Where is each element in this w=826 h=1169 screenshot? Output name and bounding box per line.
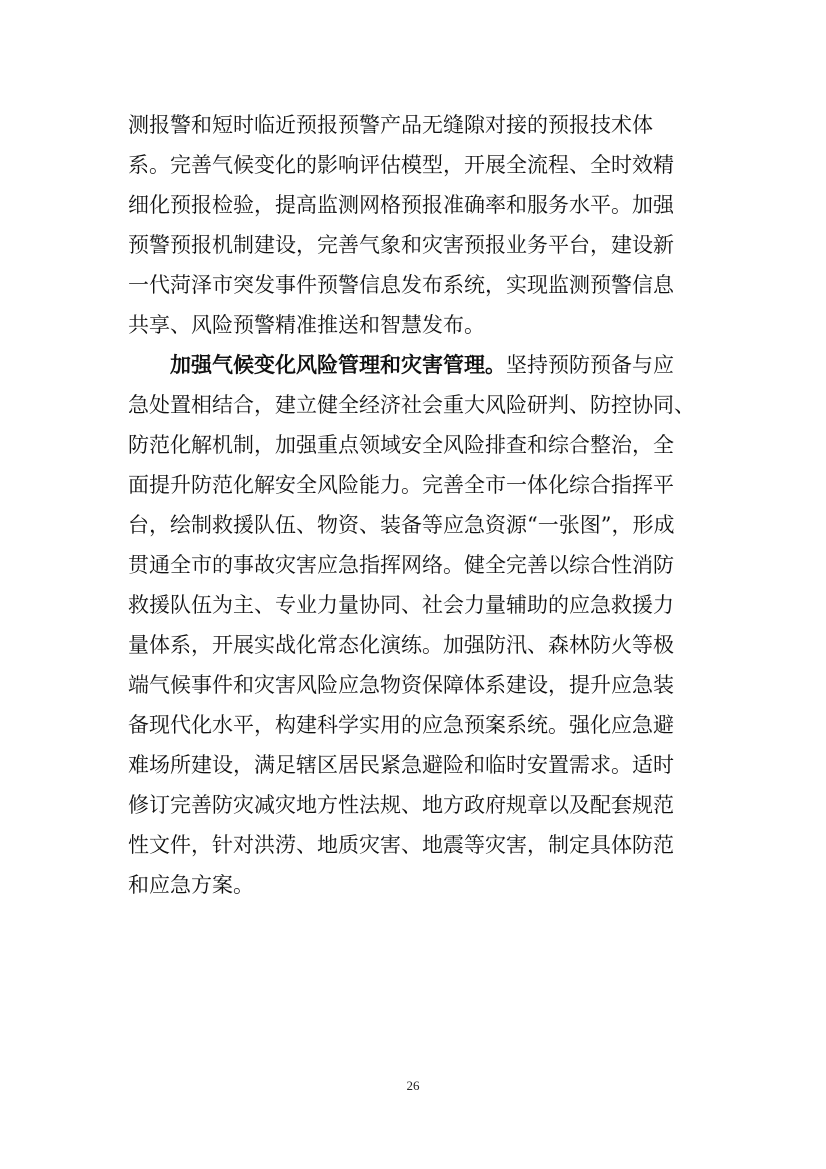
paragraph-line: 贯通全市的事故灾害应急指挥网络。健全完善以综合性消防 <box>128 553 674 577</box>
paragraph-line: 量体系，开展实战化常态化演练。加强防汛、森林防火等极 <box>128 633 674 657</box>
section-heading: 加强气候变化风险管理和灾害管理。 <box>170 353 506 377</box>
paragraph-line: 和应急方案。 <box>128 873 254 897</box>
paragraph-first-line <box>170 345 703 385</box>
paragraph-line: 共享、风险预警精准推送和智慧发布。 <box>128 313 485 337</box>
paragraph-line: 系。完善气候变化的影响评估模型，开展全流程、全时效精 <box>128 153 674 177</box>
paragraph-line: 修订完善防灾减灾地方性法规、地方政府规章以及配套规范 <box>128 793 674 817</box>
paragraph-line: 细化预报检验，提高监测网格预报准确率和服务水平。加强 <box>128 193 674 217</box>
paragraph-line: 一代菏泽市突发事件预警信息发布系统，实现监测预警信息 <box>128 273 674 297</box>
paragraph-line: 预警预报机制建设，完善气象和灾害预报业务平台，建设新 <box>128 233 674 257</box>
paragraph-line: 防范化解机制，加强重点领域安全风险排查和综合整治，全 <box>128 433 674 457</box>
page-number: 26 <box>406 1078 420 1093</box>
paragraph-line: 台，绘制救援队伍、物资、装备等应急资源“一张图”，形成 <box>128 513 675 537</box>
paragraph-line: 救援队伍为主、专业力量协同、社会力量辅助的应急救援力 <box>128 593 674 617</box>
paragraph-line: 端气候事件和灾害风险应急物资保障体系建设，提升应急装 <box>128 673 674 697</box>
paragraph-line: 测报警和短时临近预报预警产品无缝隙对接的预报技术体 <box>128 113 653 137</box>
paragraph-line: 性文件，针对洪涝、地质灾害、地震等灾害，制定具体防范 <box>128 833 674 857</box>
paragraph-line: 面提升防范化解安全风险能力。完善全市一体化综合指挥平 <box>128 473 674 497</box>
paragraph-line: 难场所建设，满足辖区居民紧急避险和临时安置需求。适时 <box>128 753 674 777</box>
paragraph-line: 备现代化水平，构建科学实用的应急预案系统。强化应急避 <box>128 713 674 737</box>
paragraph-text: 坚持预防预备与应 <box>506 353 674 377</box>
paragraph-line: 急处置相结合，建立健全经济社会重大风险研判、防控协同、 <box>128 393 695 417</box>
